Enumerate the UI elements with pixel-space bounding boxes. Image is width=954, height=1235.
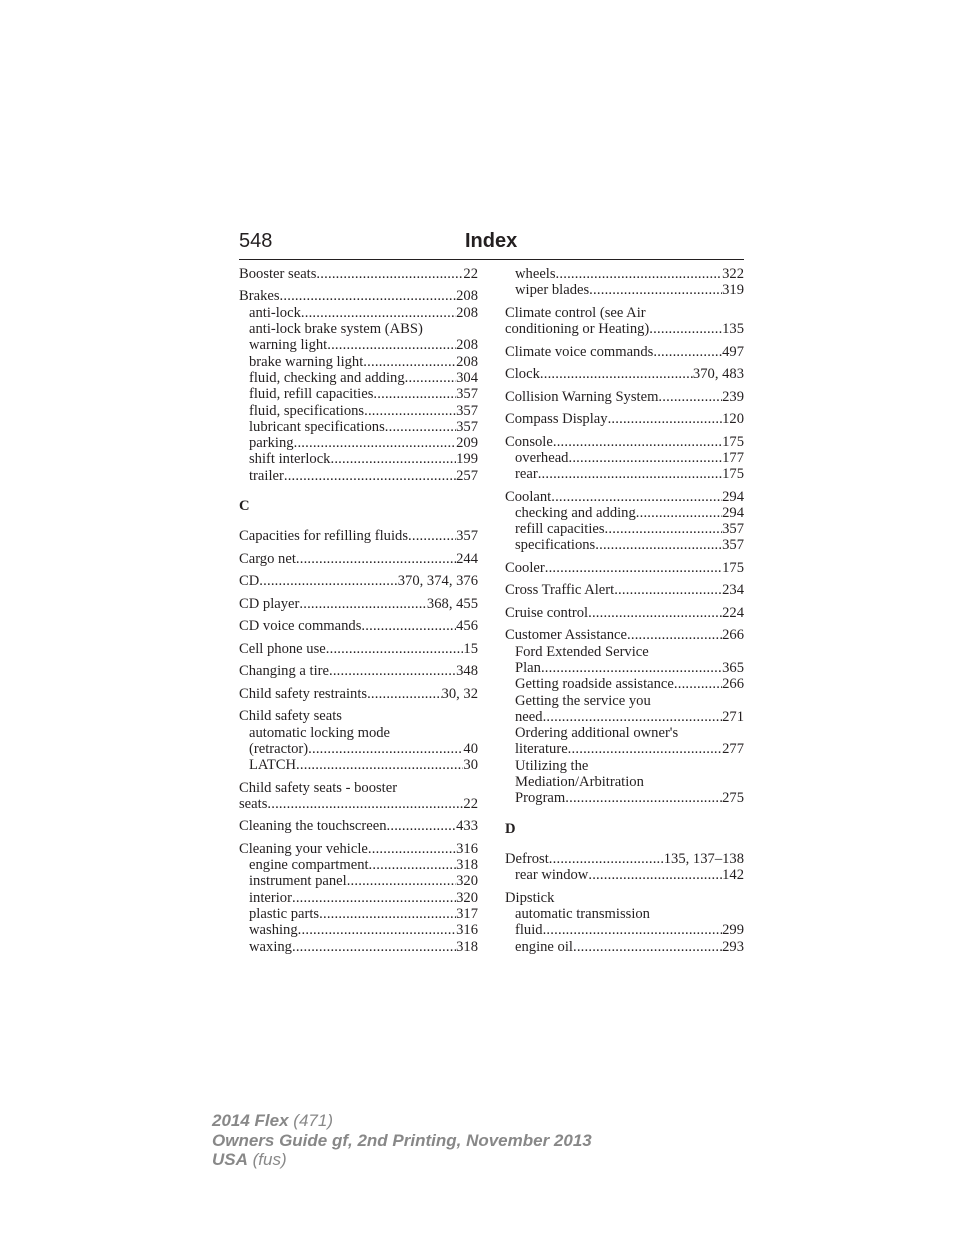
index-subentry: [505, 922, 744, 938]
index-subentry: [239, 906, 478, 922]
page-reference: 15: [463, 640, 478, 657]
entry-text: Coolant: [505, 488, 552, 505]
entry-text: fluid, specifications: [249, 402, 365, 419]
entry-text: rear: [515, 466, 538, 483]
page-reference: 456: [456, 618, 478, 635]
page-reference: 368, 455: [426, 595, 478, 612]
index-subentry: [239, 419, 478, 435]
page-reference: 318: [456, 857, 478, 874]
leader-dots: [543, 709, 723, 725]
entry-text: waxing: [249, 938, 292, 955]
leader-dots: [368, 841, 456, 857]
page-reference: 257: [456, 467, 478, 484]
leader-dots: [387, 818, 457, 834]
entry-text: checking and adding: [515, 504, 636, 521]
index-subentry: [239, 370, 478, 386]
page-reference: 319: [722, 282, 744, 299]
page-reference: 320: [456, 873, 478, 890]
page-reference: 271: [722, 708, 744, 725]
leader-dots: [608, 411, 723, 427]
entry-text: Cell phone use: [239, 640, 326, 657]
page-reference: 120: [722, 411, 744, 428]
index-entry: [239, 663, 478, 679]
page-reference: 40: [463, 740, 478, 757]
page-reference: 208: [456, 288, 478, 305]
page-reference: 320: [456, 889, 478, 906]
entry-text: Ford Extended Service: [515, 643, 649, 660]
index-subentry: [505, 282, 744, 298]
index-column-left: [239, 266, 478, 955]
leader-dots: [296, 551, 456, 567]
entry-text: rear window: [515, 867, 589, 884]
page-reference: 135: [722, 321, 744, 338]
index-entry: [239, 708, 478, 724]
footer-market-code: (fus): [252, 1150, 287, 1169]
entry-text: trailer: [249, 467, 284, 484]
entry-text: Changing a tire: [239, 663, 329, 680]
index-entry: [239, 818, 478, 834]
index-subentry: [239, 757, 478, 773]
index-subentry: [505, 725, 744, 741]
leader-dots: [267, 796, 463, 812]
entry-text: Cleaning your vehicle: [239, 840, 368, 857]
footer-model-code: (471): [293, 1111, 333, 1130]
entry-text: Cooler: [505, 559, 545, 576]
page-reference: 322: [722, 266, 744, 282]
leader-dots: [549, 851, 664, 867]
entry-text: refill capacities: [515, 521, 605, 538]
index-subentry: [239, 321, 478, 337]
index-entry: [505, 434, 744, 450]
leader-dots: [408, 528, 456, 544]
entry-text: lubricant specifications: [249, 418, 385, 435]
index-subentry: [505, 774, 744, 790]
leader-dots: [363, 354, 456, 370]
entry-text: Brakes: [239, 288, 280, 305]
entry-text: Collision Warning System: [505, 388, 659, 405]
entry-text: seats: [239, 795, 268, 812]
page-reference: 175: [722, 559, 744, 576]
entry-text: Cleaning the touchscreen: [239, 818, 387, 835]
entry-text: brake warning light: [249, 353, 364, 370]
page-reference: 266: [722, 676, 744, 693]
index-subentry: [239, 890, 478, 906]
page-reference: 208: [456, 353, 478, 370]
index-subentry: [505, 790, 744, 806]
page-reference: 142: [722, 867, 744, 884]
leader-dots: [653, 344, 722, 360]
page-reference: 275: [722, 790, 744, 807]
leader-dots: [385, 419, 456, 435]
page-reference: 357: [722, 521, 744, 538]
index-subentry: [239, 468, 478, 484]
entry-text: Clock: [505, 366, 540, 383]
index-entry: [505, 305, 744, 321]
leader-dots: [326, 641, 464, 657]
index-subentry: [239, 354, 478, 370]
index-entry: [505, 489, 744, 505]
index-entry: [239, 841, 478, 857]
entry-text: CD: [239, 573, 260, 590]
index-entry: [239, 573, 478, 589]
entry-text: CD voice commands: [239, 618, 362, 635]
page-reference: 316: [456, 840, 478, 857]
index-subentry: [239, 922, 478, 938]
index-subentry: [239, 435, 478, 451]
footer-guide-line: [212, 1131, 592, 1151]
page-reference: 208: [456, 304, 478, 321]
index-subentry: [505, 266, 744, 282]
index-entry: [239, 596, 478, 612]
page-reference: 30, 32: [441, 685, 478, 702]
entry-text: Getting the service you: [515, 692, 651, 709]
leader-dots: [284, 468, 456, 484]
leader-dots: [553, 434, 722, 450]
index-entry: [505, 627, 744, 643]
entry-text: Ordering additional owner's: [515, 725, 679, 742]
page-reference: 224: [722, 604, 744, 621]
index-entry: [239, 641, 478, 657]
leader-dots: [373, 386, 456, 402]
page-reference: 318: [456, 938, 478, 955]
index-subentry: [239, 873, 478, 889]
index-subentry: [239, 386, 478, 402]
page-reference: 244: [456, 550, 478, 567]
entry-text: Climate voice commands: [505, 343, 654, 360]
index-subentry: [505, 709, 744, 725]
index-column-right: [505, 266, 744, 955]
leader-dots: [319, 906, 456, 922]
leader-dots: [347, 873, 456, 889]
index-subentry: [505, 693, 744, 709]
leader-dots: [301, 305, 456, 321]
entry-text: Compass Display: [505, 411, 608, 428]
footer-market: USA: [212, 1150, 248, 1169]
entry-text: Mediation/Arbitration: [515, 774, 644, 791]
header-rule: [239, 259, 744, 260]
leader-dots: [327, 337, 456, 353]
index-subentry: [505, 867, 744, 883]
index-entry: [239, 266, 478, 282]
entry-text: LATCH: [249, 757, 297, 774]
leader-dots: [280, 288, 457, 304]
page-reference: 304: [456, 369, 478, 386]
leader-dots: [588, 605, 722, 621]
index-entry: [239, 686, 478, 702]
index-entry: [505, 890, 744, 906]
entry-text: Program: [515, 790, 566, 807]
index-subentry: [505, 758, 744, 774]
entry-text: Capacities for refilling fluids: [239, 528, 408, 545]
entry-text: wheels: [515, 266, 556, 282]
index-entry: [505, 344, 744, 360]
page-reference: 199: [456, 451, 478, 468]
index-subentry: [239, 337, 478, 353]
entry-text: automatic transmission: [515, 906, 650, 923]
page-reference: 175: [722, 466, 744, 483]
index-entry: [239, 618, 478, 634]
entry-text: engine oil: [515, 938, 573, 955]
leader-dots: [589, 282, 722, 298]
page-reference: 135, 137–138: [663, 850, 744, 867]
entry-text: (retractor): [249, 740, 309, 757]
leader-dots: [541, 660, 722, 676]
index-subentry: [505, 644, 744, 660]
leader-dots: [588, 867, 722, 883]
leader-dots: [636, 505, 722, 521]
entry-text: Defrost: [505, 850, 549, 867]
index-entry: [505, 321, 744, 337]
entry-text: specifications: [515, 537, 596, 554]
entry-text: anti-lock brake system (ABS): [249, 321, 423, 338]
page-reference: 370, 374, 376: [397, 573, 478, 590]
page-reference: 299: [722, 922, 744, 939]
page-reference: 239: [722, 388, 744, 405]
leader-dots: [545, 560, 722, 576]
entry-text: Plan: [515, 660, 541, 676]
entry-text: overhead: [515, 449, 569, 466]
leader-dots: [540, 366, 693, 382]
entry-text: Cross Traffic Alert: [505, 582, 615, 599]
entry-text: CD player: [239, 595, 300, 612]
index-subentry: [239, 939, 478, 955]
page-reference: 22: [463, 266, 478, 282]
entry-text: Customer Assistance: [505, 627, 628, 644]
index-subentry: [239, 857, 478, 873]
index-entry: [239, 796, 478, 812]
page-reference: 357: [722, 537, 744, 554]
page-reference: 348: [456, 663, 478, 680]
index-subentry: [239, 451, 478, 467]
index-entry: [505, 582, 744, 598]
leader-dots: [296, 757, 463, 773]
page-reference: 294: [722, 504, 744, 521]
leader-dots: [627, 627, 722, 643]
leader-dots: [361, 618, 456, 634]
leader-dots: [292, 939, 456, 955]
entry-text: Console: [505, 433, 553, 450]
footer-model: 2014 Flex: [212, 1111, 289, 1130]
section-letter: C: [239, 498, 250, 515]
page-reference: 365: [722, 660, 744, 676]
index-entry: [239, 551, 478, 567]
page-reference: 357: [456, 386, 478, 403]
leader-dots: [292, 890, 456, 906]
index-subentry: [505, 466, 744, 482]
index-subentry: [239, 403, 478, 419]
leader-dots: [595, 537, 722, 553]
index-subentry: [505, 450, 744, 466]
leader-dots: [674, 676, 722, 692]
index-entry: [239, 780, 478, 796]
index-subentry: [505, 906, 744, 922]
leader-dots: [367, 686, 441, 702]
entry-text: plastic parts: [249, 906, 320, 923]
leader-dots: [649, 321, 722, 337]
entry-text: Child safety seats: [239, 708, 342, 725]
page-reference: 266: [722, 627, 744, 644]
leader-dots: [298, 922, 456, 938]
entry-text: literature: [515, 741, 568, 758]
footer-guide: Owners Guide gf, 2nd Printing, November 2013: [212, 1130, 592, 1150]
entry-text: wiper blades: [515, 282, 590, 299]
entry-text: Child safety seats - booster: [239, 779, 398, 796]
page-reference: 357: [456, 418, 478, 435]
entry-text: fluid: [515, 922, 543, 939]
leader-dots: [364, 403, 456, 419]
index-subentry: [239, 305, 478, 321]
page-reference: 177: [722, 449, 744, 466]
entry-text: washing: [249, 922, 298, 939]
leader-dots: [556, 266, 723, 282]
entry-text: conditioning or Heating): [505, 321, 650, 338]
footer-model-line: [212, 1111, 592, 1131]
entry-text: Child safety restraints: [239, 685, 368, 702]
leader-dots: [308, 741, 463, 757]
page-reference: 208: [456, 337, 478, 354]
page-reference: 370, 483: [692, 366, 744, 383]
page-reference: 357: [456, 402, 478, 419]
page-reference: 317: [456, 906, 478, 923]
section-letter: D: [505, 820, 516, 837]
page-reference: 433: [456, 818, 478, 835]
entry-text: Utilizing the: [515, 757, 589, 774]
index-entry: [505, 851, 744, 867]
leader-dots: [294, 435, 457, 451]
entry-text: engine compartment: [249, 857, 369, 874]
index-entry: [505, 560, 744, 576]
index-subentry: [505, 505, 744, 521]
leader-dots: [299, 596, 427, 612]
page-reference: 209: [456, 435, 478, 452]
leader-dots: [329, 663, 456, 679]
entry-text: parking: [249, 435, 294, 452]
index-subentry: [505, 741, 744, 757]
index-subentry: [505, 660, 744, 676]
page-number: 548: [239, 230, 273, 252]
leader-dots: [605, 521, 723, 537]
entry-text: instrument panel: [249, 873, 347, 890]
index-subentry: [505, 521, 744, 537]
page-reference: 497: [722, 343, 744, 360]
page-reference: 357: [456, 528, 478, 545]
index-entry: [505, 366, 744, 382]
leader-dots: [551, 489, 722, 505]
page-header: [239, 228, 744, 258]
index-entry: [239, 288, 478, 304]
entry-text: Dipstick: [505, 889, 555, 906]
leader-dots: [568, 741, 722, 757]
index-entry: [239, 528, 478, 544]
index-subentry: [505, 939, 744, 955]
page-reference: 175: [722, 433, 744, 450]
page-reference: 30: [463, 757, 478, 774]
leader-dots: [568, 450, 722, 466]
page-reference: 277: [722, 741, 744, 758]
page-title: Index: [465, 230, 518, 252]
leader-dots: [614, 582, 722, 598]
entry-text: Climate control (see Air: [505, 304, 646, 321]
leader-dots: [565, 790, 722, 806]
leader-dots: [405, 370, 456, 386]
page-reference: 234: [722, 582, 744, 599]
page-reference: 22: [463, 795, 478, 812]
leader-dots: [543, 922, 723, 938]
page-reference: 294: [722, 488, 744, 505]
leader-dots: [573, 939, 722, 955]
entry-text: shift interlock: [249, 451, 331, 468]
index-subentry: [505, 676, 744, 692]
leader-dots: [369, 857, 457, 873]
entry-text: Cargo net: [239, 550, 296, 567]
entry-text: automatic locking mode: [249, 724, 391, 741]
index-subentry: [239, 725, 478, 741]
page-reference: 316: [456, 922, 478, 939]
entry-text: warning light: [249, 337, 328, 354]
index-entry: [505, 389, 744, 405]
leader-dots: [330, 451, 456, 467]
leader-dots: [658, 389, 722, 405]
entry-text: fluid, refill capacities: [249, 386, 374, 403]
index-subentry: [239, 741, 478, 757]
entry-text: Cruise control: [505, 604, 589, 621]
page-reference: 293: [722, 938, 744, 955]
entry-text: Getting roadside assistance: [515, 676, 674, 693]
index-entry: [505, 411, 744, 427]
leader-dots: [316, 266, 463, 282]
index-subentry: [505, 537, 744, 553]
entry-text: interior: [249, 889, 292, 906]
footer-market-line: [212, 1150, 592, 1170]
entry-text: need: [515, 708, 543, 725]
entry-text: anti-lock: [249, 304, 301, 321]
page-footer: [212, 1111, 592, 1170]
entry-text: fluid, checking and adding: [249, 369, 405, 386]
index-entry: [505, 605, 744, 621]
leader-dots: [538, 466, 722, 482]
entry-text: Booster seats: [239, 266, 317, 282]
leader-dots: [259, 573, 397, 589]
